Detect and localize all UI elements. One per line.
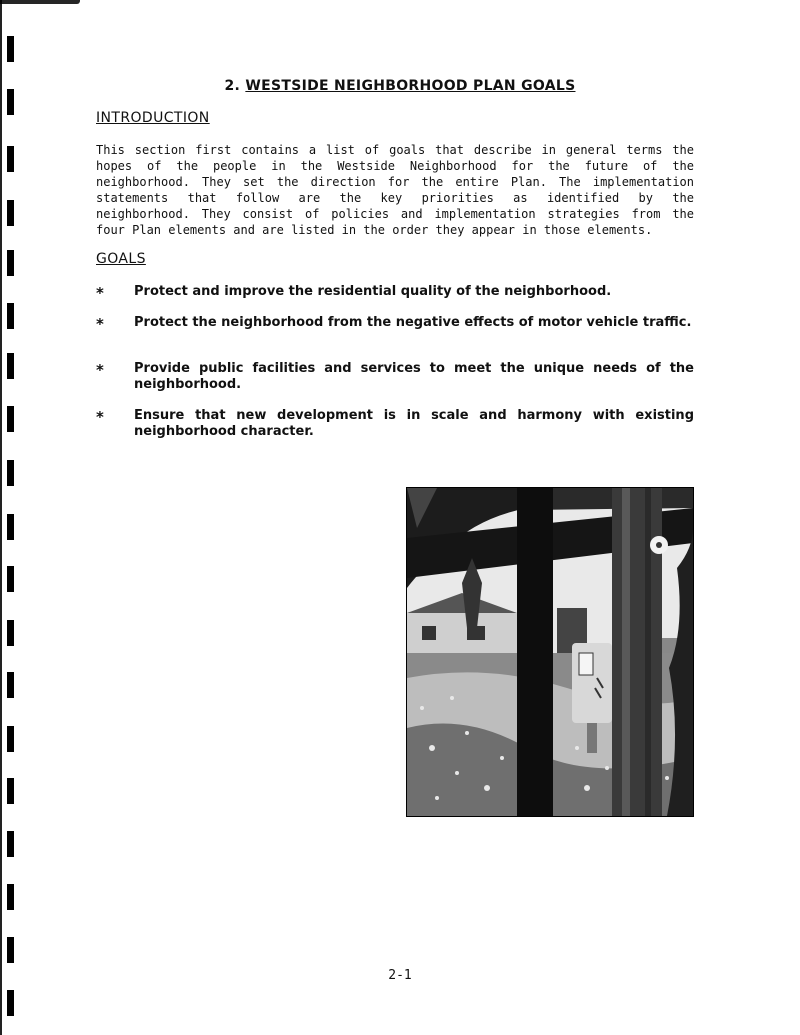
- neighborhood-photo: [406, 487, 694, 817]
- intro-line: neighborhood. They consist of policies and implementation strategies from the: [96, 207, 694, 221]
- intro-line: neighborhood. They set the direction for the entire Plan. The implementation: [96, 175, 694, 189]
- bullet-star: *: [96, 361, 104, 379]
- introduction-label: INTRODUCTION: [96, 110, 210, 126]
- intro-line: hopes of the people in the Westside Neighborhood for the future of the: [96, 159, 694, 173]
- scan-edge: [0, 0, 2, 1035]
- goals-label: GOALS: [96, 251, 146, 267]
- scan-smudge: [0, 0, 80, 4]
- intro-line: statements that follow are the key priorities as identified by the: [96, 191, 694, 205]
- introduction-paragraph: [96, 142, 694, 238]
- section-number: 2.: [224, 78, 241, 94]
- intro-line: four Plan elements and are listed in the order they appear in those elements.: [96, 223, 653, 237]
- page-number: 2-1: [388, 968, 412, 983]
- bullet-star: *: [96, 315, 104, 333]
- goal-text: Protect the neighborhood from the negative effects of motor vehicle traffic.: [134, 315, 692, 330]
- bullet-star: *: [96, 284, 104, 302]
- bullet-star: *: [96, 408, 104, 426]
- goal-text: Provide public facilities and services to meet the unique needs of the neighborhood.: [134, 361, 694, 392]
- section-title: WESTSIDE NEIGHBORHOOD PLAN GOALS: [245, 78, 576, 94]
- intro-line: This section first contains a list of goals that describe in general terms the: [96, 143, 694, 157]
- section-heading: [0, 78, 800, 94]
- photo-illustration: [407, 488, 693, 816]
- goal-text: Ensure that new development is in scale and harmony with existing neighborhood character.: [134, 408, 694, 439]
- goal-text: Protect and improve the residential quality of the neighborhood.: [134, 284, 612, 299]
